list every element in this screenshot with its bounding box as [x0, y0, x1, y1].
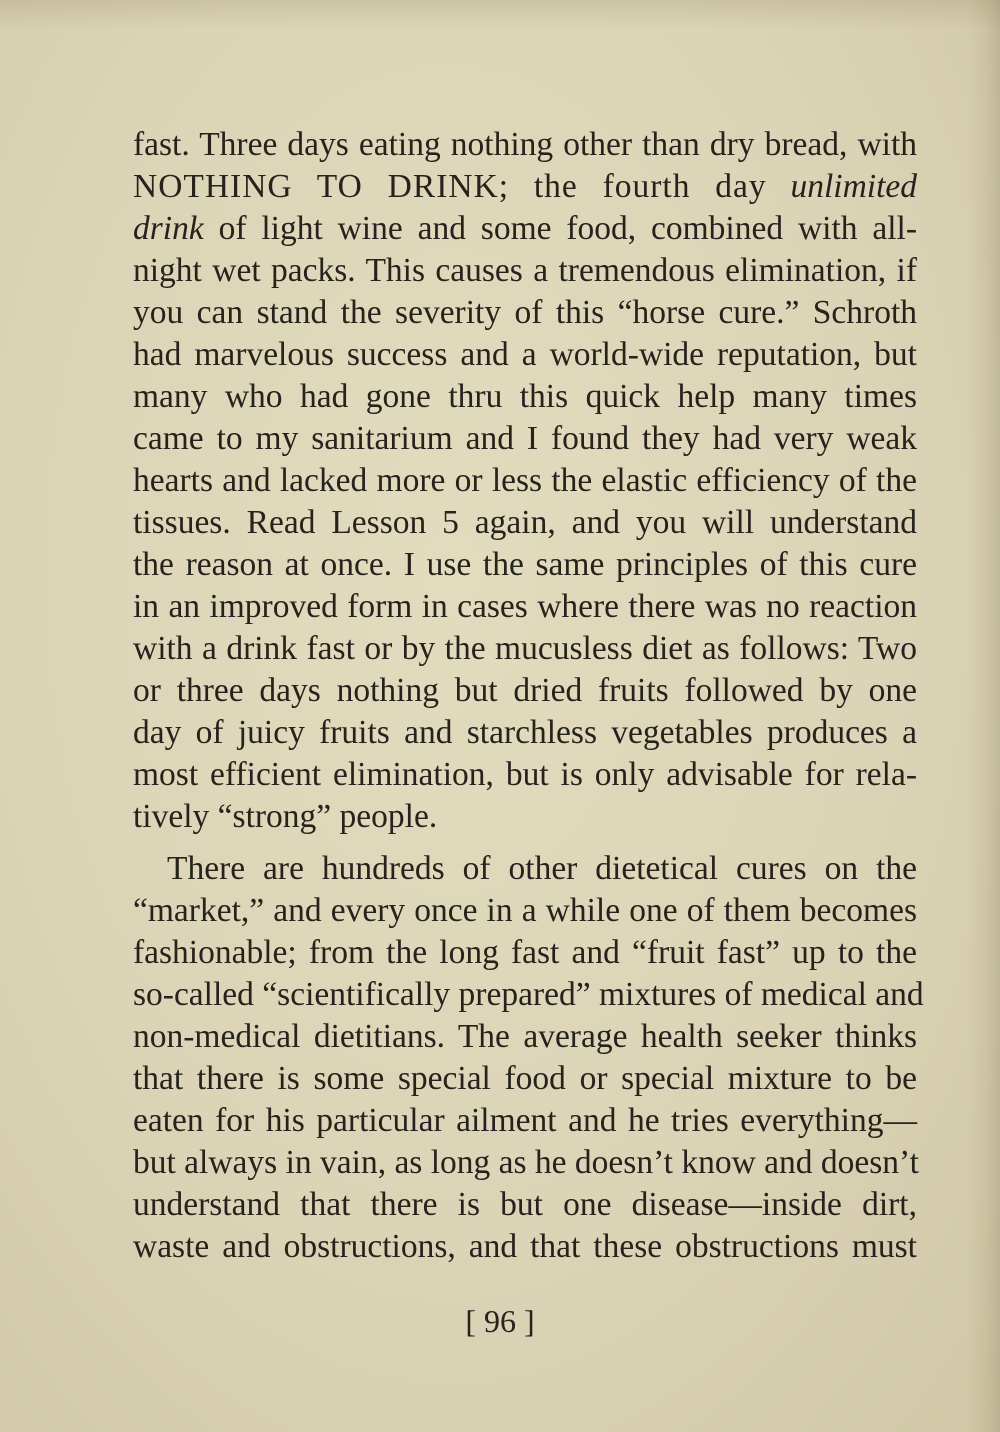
text-line: [133, 208, 917, 250]
text-line: day of juicy fruits and starchless vegetables produces a: [133, 714, 917, 751]
paragraph-2: [133, 848, 924, 1268]
italic-emphasis: drink: [133, 210, 204, 247]
text-line: so-called “scientifically prepared” mixtures of medical and: [133, 976, 924, 1013]
emphasis-caps: NOTHING TO DRINK; the fourth day: [133, 168, 767, 205]
text-line: There are hundreds of other dietetical cures on the: [167, 850, 917, 887]
text-line: “market,” and every once in a while one of them becomes: [133, 892, 917, 929]
text-line: non-medical dietitians. The average health seeker thinks: [133, 1018, 917, 1055]
paragraph-spacer: [133, 838, 917, 848]
text-line: many who had gone thru this quick help many times: [133, 378, 917, 415]
text-line: had marvelous success and a world-wide reputation, but: [133, 336, 917, 373]
text-fragment: of light wine and some food, combined with all-: [218, 210, 918, 247]
text-line: you can stand the severity of this “horse cure.” Schroth: [133, 294, 917, 331]
italic-emphasis: unlimited: [790, 168, 917, 205]
text-line: waste and obstructions, and that these obstructions must: [133, 1228, 917, 1265]
text-line: fast. Three days eating nothing other than dry bread, with: [133, 126, 917, 163]
text-line: but always in vain, as long as he doesn’t know and doesn’t: [133, 1144, 919, 1181]
text-line: with a drink fast or by the mucusless diet as follows: Two: [133, 630, 917, 667]
text-line: came to my sanitarium and I found they had very weak: [133, 420, 917, 457]
paragraph-1: [133, 124, 917, 838]
text-line: in an improved form in cases where there was no reaction: [133, 588, 917, 625]
page-number: [ 96 ]: [465, 1303, 535, 1339]
text-line: hearts and lacked more or less the elastic efficiency of the: [133, 462, 917, 499]
text-line: the reason at once. I use the same principles of this cure: [133, 546, 917, 583]
text-line: tively “strong” people.: [133, 798, 438, 835]
text-line: [133, 166, 917, 208]
text-line: or three days nothing but dried fruits followed by one: [133, 672, 917, 709]
body-text: [133, 124, 924, 1268]
page-edge-shadow: [966, 0, 1000, 1432]
text-line: night wet packs. This causes a tremendous elimination, if: [133, 252, 917, 289]
text-line: eaten for his particular ailment and he tries everything—: [133, 1102, 917, 1139]
text-line: understand that there is but one disease—inside dirt,: [133, 1186, 917, 1223]
text-line: that there is some special food or special mixture to be: [133, 1060, 917, 1097]
text-line: tissues. Read Lesson 5 again, and you will understand: [133, 504, 917, 541]
text-line: fashionable; from the long fast and “fruit fast” up to the: [133, 934, 917, 971]
page-top-shadow: [0, 0, 1000, 30]
text-line: most efficient elimination, but is only advisable for rela-: [133, 756, 917, 793]
